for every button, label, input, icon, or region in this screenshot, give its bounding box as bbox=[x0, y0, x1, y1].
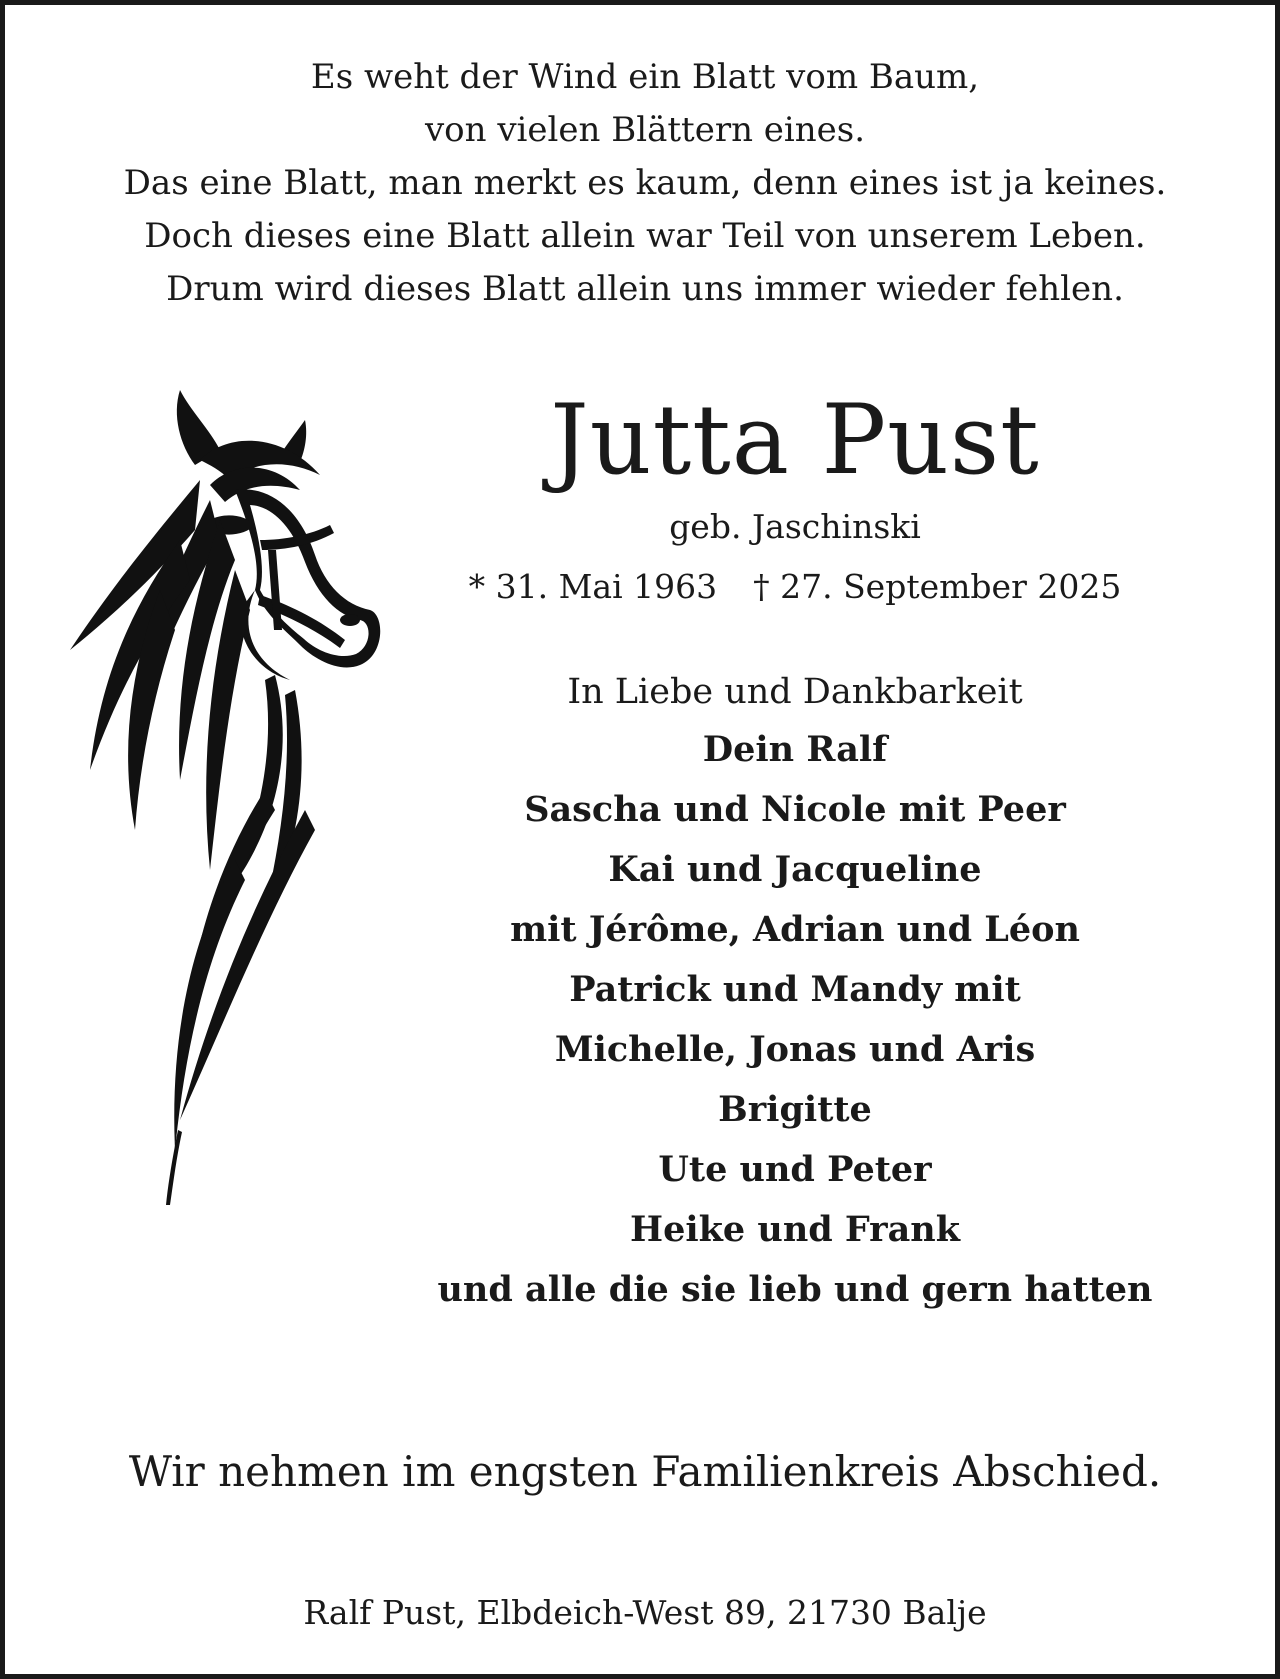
poem-line: Doch dieses eine Blatt allein war Teil von unserem Leben. bbox=[144, 216, 1146, 256]
obituary-main bbox=[365, 380, 1225, 1320]
poem-line: Das eine Blatt, man merkt es kaum, denn eines ist ja keines. bbox=[123, 163, 1167, 203]
family-list bbox=[365, 720, 1225, 1320]
family-line: und alle die sie lieb und gern hatten bbox=[437, 1269, 1153, 1310]
maiden-name: geb. Jaschinski bbox=[669, 507, 921, 546]
deceased-name: Jutta Pust bbox=[550, 384, 1040, 496]
poem-line: Drum wird dieses Blatt allein uns immer wieder fehlen. bbox=[166, 269, 1124, 309]
contact-address: Ralf Pust, Elbdeich-West 89, 21730 Balje bbox=[303, 1593, 987, 1632]
family-line: Heike und Frank bbox=[630, 1209, 960, 1250]
birth-date: * 31. Mai 1963 bbox=[468, 567, 718, 606]
dedication: In Liebe und Dankbarkeit bbox=[567, 672, 1023, 712]
family-line: Kai und Jacqueline bbox=[608, 849, 982, 890]
poem bbox=[5, 51, 1280, 316]
family-line: Sascha und Nicole mit Peer bbox=[524, 789, 1066, 830]
family-line: Patrick und Mandy mit bbox=[569, 969, 1021, 1010]
death-date: † 27. September 2025 bbox=[753, 567, 1122, 606]
family-line: Brigitte bbox=[718, 1089, 872, 1130]
poem-line: von vielen Blättern eines. bbox=[424, 110, 866, 150]
family-line: Michelle, Jonas und Aris bbox=[554, 1029, 1036, 1070]
family-line: Ute und Peter bbox=[658, 1149, 932, 1190]
poem-line: Es weht der Wind ein Blatt vom Baum, bbox=[310, 57, 980, 97]
family-line: Dein Ralf bbox=[702, 729, 888, 770]
family-line: mit Jérôme, Adrian und Léon bbox=[510, 909, 1080, 950]
farewell-notice: Wir nehmen im engsten Familienkreis Abschied. bbox=[128, 1447, 1162, 1496]
life-dates bbox=[365, 562, 1225, 612]
